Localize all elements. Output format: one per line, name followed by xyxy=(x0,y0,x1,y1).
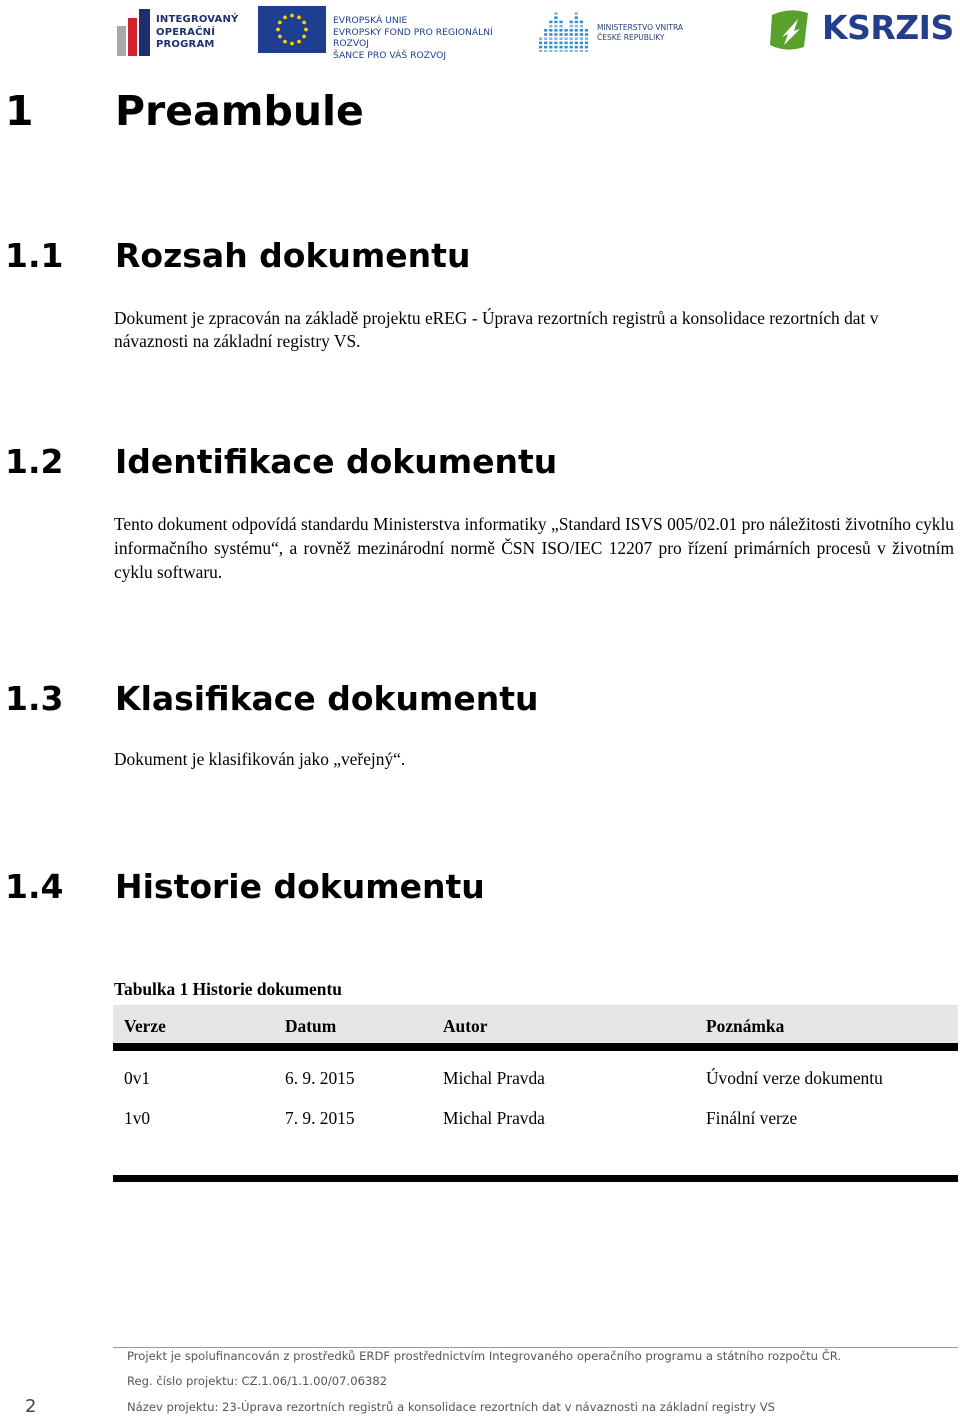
table-header-divider xyxy=(113,1043,958,1051)
eu-line-2: EVROPSKÝ FOND PRO REGIONÁLNÍ ROZVOJ xyxy=(333,26,493,49)
page-header xyxy=(0,0,960,62)
mvcr-dot xyxy=(565,33,568,36)
cell-datum: 6. 9. 2015 xyxy=(285,1068,355,1088)
cell-verze: 1v0 xyxy=(124,1108,151,1128)
mvcr-dot xyxy=(585,37,588,40)
mvcr-dot xyxy=(570,33,573,36)
table-bottom-border xyxy=(113,1175,958,1182)
ksrzis-logo-text: KSRZIS xyxy=(822,8,954,47)
mvcr-dot xyxy=(575,33,578,36)
cell-datum: 7. 9. 2015 xyxy=(285,1108,355,1128)
mvcr-dot xyxy=(554,16,557,19)
mvcr-dot xyxy=(549,50,552,52)
eu-star-icon xyxy=(290,14,294,18)
heading-title: Rozsah dokumentu xyxy=(115,236,471,275)
heading-title: Identifikace dokumentu xyxy=(115,442,558,481)
heading-number: 1.4 xyxy=(5,867,64,906)
mvcr-dot xyxy=(570,21,573,24)
mvcr-dot xyxy=(554,25,557,28)
history-table xyxy=(113,1005,958,1131)
mvcr-dot xyxy=(539,37,542,40)
mvcr-dot xyxy=(580,42,583,45)
eu-star-icon xyxy=(302,35,306,39)
heading-title: Historie dokumentu xyxy=(115,867,485,906)
heading-number: 1.1 xyxy=(5,236,64,275)
mvcr-dot xyxy=(559,29,562,32)
mvcr-dot xyxy=(544,50,547,52)
eu-star-icon xyxy=(276,28,280,32)
iop-logo-text xyxy=(156,14,239,52)
mvcr-dot xyxy=(549,37,552,40)
footer-funding-note: Projekt je spolufinancován z prostředků ERDF prostřednictvím Integrovaného operačního programu a státního rozpočtu ČR. xyxy=(127,1349,842,1363)
heading-number: 1 xyxy=(5,87,34,135)
mvcr-dot xyxy=(565,37,568,40)
mvcr-dot xyxy=(559,21,562,24)
mvcr-dot xyxy=(565,42,568,45)
mvcr-dot xyxy=(559,25,562,28)
mvcr-line-1: MINISTERSTVO VNITRA xyxy=(597,23,683,32)
eu-star-icon xyxy=(297,40,301,44)
iop-line-1: INTEGROVANÝ xyxy=(156,14,239,25)
header-poznamka: Poznámka xyxy=(706,1016,785,1036)
eu-star-icon xyxy=(302,21,306,25)
eu-line-1: EVROPSKÁ UNIE xyxy=(333,15,408,26)
mvcr-dot xyxy=(570,25,573,28)
footer-divider xyxy=(113,1347,958,1348)
mvcr-dot xyxy=(544,33,547,36)
eu-star-icon xyxy=(283,15,287,19)
eu-logo xyxy=(258,6,528,61)
table-row xyxy=(113,1051,958,1091)
mvcr-logo xyxy=(538,6,688,56)
mvcr-dot xyxy=(549,46,552,49)
iop-bar-blue xyxy=(139,9,150,56)
cell-poznamka: Finální verze xyxy=(706,1108,798,1128)
mvcr-dot xyxy=(539,46,542,49)
paragraph-rozsah: Dokument je zpracován na základě projektu eREG - Úprava rezortních registrů a konsolidace rezortních dat v návaznosti na základní registry VS. xyxy=(114,308,879,351)
mvcr-dot xyxy=(575,46,578,49)
mvcr-dot xyxy=(575,12,578,15)
mvcr-dot xyxy=(565,50,568,52)
mvcr-dot xyxy=(559,42,562,45)
mvcr-dot xyxy=(585,46,588,49)
mvcr-dot xyxy=(544,42,547,45)
heading-title: Klasifikace dokumentu xyxy=(115,679,539,718)
paragraph-klasifikace: Dokument je klasifikován jako „veřejný“. xyxy=(114,749,406,769)
mvcr-dot xyxy=(554,33,557,36)
eu-logo-text xyxy=(333,15,528,61)
heading-number: 1.3 xyxy=(5,679,64,718)
mvcr-dot xyxy=(565,46,568,49)
mvcr-line-2: ČESKÉ REPUBLIKY xyxy=(597,33,665,42)
mvcr-dot xyxy=(559,33,562,36)
mvcr-dot xyxy=(570,37,573,40)
mvcr-dot xyxy=(549,42,552,45)
table-header-row xyxy=(113,1005,958,1043)
mvcr-dot xyxy=(554,21,557,24)
mvcr-dot xyxy=(580,46,583,49)
iop-line-2: OPERAČNÍ xyxy=(156,26,216,38)
mvcr-dot xyxy=(565,29,568,32)
cell-autor: Michal Pravda xyxy=(443,1108,545,1128)
ksrzis-leaf-icon xyxy=(768,7,812,53)
mvcr-dot xyxy=(554,37,557,40)
footer-project-name: Název projektu: 23-Úprava rezortních registrů a konsolidace rezortních dat v návaznosti na základní registry VS xyxy=(127,1400,776,1414)
mvcr-dot xyxy=(580,50,583,52)
mvcr-dot xyxy=(570,46,573,49)
mvcr-dot xyxy=(539,50,542,52)
iop-bar-gray xyxy=(117,26,126,56)
header-verze: Verze xyxy=(124,1016,166,1036)
mvcr-dot xyxy=(575,21,578,24)
eu-star-icon xyxy=(283,40,287,44)
mvcr-dot xyxy=(554,12,557,15)
mvcr-dot xyxy=(549,29,552,32)
mvcr-dot xyxy=(554,42,557,45)
footer-reg-number: Reg. číslo projektu: CZ.1.06/1.1.00/07.06382 xyxy=(127,1374,388,1388)
mvcr-emblem-icon xyxy=(538,8,590,52)
mvcr-dot xyxy=(580,29,583,32)
cell-autor: Michal Pravda xyxy=(443,1068,545,1088)
mvcr-dot xyxy=(575,37,578,40)
mvcr-dot xyxy=(544,37,547,40)
cell-verze: 0v1 xyxy=(124,1068,151,1088)
iop-line-3: PROGRAM xyxy=(156,39,215,50)
mvcr-dot xyxy=(549,25,552,28)
mvcr-dot xyxy=(559,46,562,49)
mvcr-dot xyxy=(580,37,583,40)
mvcr-dot xyxy=(575,29,578,32)
mvcr-dot xyxy=(544,29,547,32)
eu-line-3: ŠANCE PRO VÁŠ ROZVOJ xyxy=(333,49,447,61)
eu-star-icon xyxy=(304,28,308,32)
mvcr-logo-text xyxy=(597,23,683,43)
iop-logo xyxy=(117,6,242,56)
iop-bar-red xyxy=(128,18,137,56)
eu-star-icon xyxy=(278,35,282,39)
mvcr-dot xyxy=(570,42,573,45)
mvcr-dot xyxy=(554,50,557,52)
mvcr-dot xyxy=(580,25,583,28)
table-row xyxy=(113,1091,958,1131)
mvcr-dot xyxy=(580,21,583,24)
header-datum: Datum xyxy=(285,1016,337,1036)
mvcr-dot xyxy=(585,42,588,45)
mvcr-dot xyxy=(570,50,573,52)
eu-flag-icon xyxy=(258,6,326,53)
heading-number: 1.2 xyxy=(5,442,64,481)
mvcr-dot xyxy=(585,50,588,52)
mvcr-dot xyxy=(570,29,573,32)
mvcr-dot xyxy=(575,50,578,52)
mvcr-dot xyxy=(585,29,588,32)
mvcr-dot xyxy=(575,16,578,19)
mvcr-dot xyxy=(549,21,552,24)
table-caption: Tabulka 1 Historie dokumentu xyxy=(114,979,342,999)
mvcr-dot xyxy=(585,33,588,36)
mvcr-dot xyxy=(549,33,552,36)
mvcr-dot xyxy=(559,50,562,52)
mvcr-dot xyxy=(554,29,557,32)
cell-poznamka: Úvodní verze dokumentu xyxy=(706,1068,883,1088)
paragraph-identifikace: Tento dokument odpovídá standardu Ministerstva informatiky „Standard ISVS 005/02.01 pro náležitosti životního cyklu informačního systému“, a rovněž mezinárodní normě ČSN ISO/IEC 12207 pro řízení primárních procesů v životním cyklu softwaru. xyxy=(114,514,954,582)
eu-star-icon xyxy=(290,42,294,46)
mvcr-dot xyxy=(575,42,578,45)
eu-star-icon xyxy=(297,15,301,19)
mvcr-dot xyxy=(539,42,542,45)
header-autor: Autor xyxy=(443,1016,488,1036)
eu-star-icon xyxy=(278,21,282,25)
mvcr-dot xyxy=(559,37,562,40)
ksrzis-logo xyxy=(768,5,953,57)
mvcr-dot xyxy=(575,25,578,28)
page-number: 2 xyxy=(25,1396,37,1417)
mvcr-dot xyxy=(554,46,557,49)
mvcr-dot xyxy=(580,33,583,36)
mvcr-dot xyxy=(544,46,547,49)
heading-title: Preambule xyxy=(115,87,364,135)
